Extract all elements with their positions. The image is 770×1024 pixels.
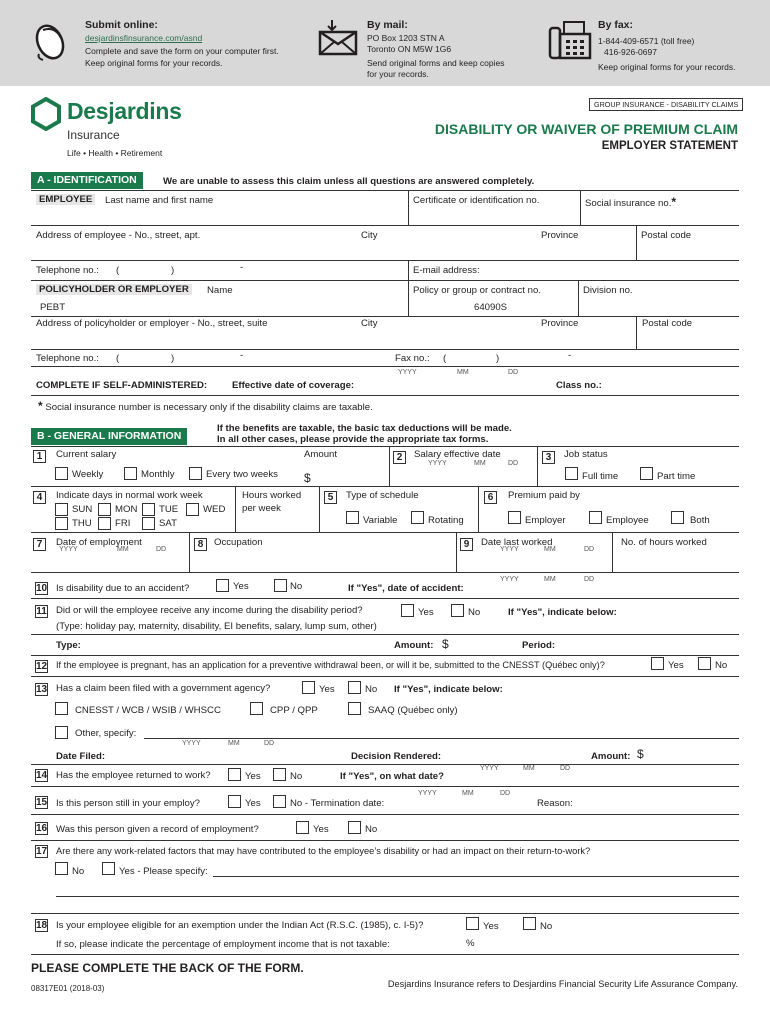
q16-no-label: No [365, 824, 378, 835]
q11-yes-checkbox[interactable] [401, 604, 414, 617]
q18-no-label: No [540, 921, 553, 932]
employer-paid-checkbox[interactable] [508, 511, 521, 524]
q12-label: If the employee is pregnant, has an application for a preventive withdrawal been, or will it be, submitted to the CNESST (Québec only)? [56, 660, 605, 670]
q15-yes-checkbox[interactable] [228, 795, 241, 808]
q9-yyyy: YYYY [500, 546, 519, 553]
q16-no-checkbox[interactable] [348, 821, 361, 834]
q2-yyyy: YYYY [428, 460, 447, 467]
mon-checkbox[interactable] [98, 503, 111, 516]
mail-line2: Toronto ON M5W 1G6 [367, 44, 452, 54]
both-paid-label: Both [690, 515, 710, 526]
amount-label: Amount [304, 449, 338, 460]
self-admin-label: COMPLETE IF SELF-ADMINISTERED: [36, 380, 208, 391]
tue-checkbox[interactable] [142, 503, 155, 516]
phone-dash: - [240, 262, 244, 273]
section-a-heading: A - IDENTIFICATION [31, 172, 143, 189]
section-b-heading: B - GENERAL INFORMATION [31, 428, 187, 445]
q12-yes-checkbox[interactable] [651, 657, 664, 670]
saaq-label: SAAQ (Québec only) [368, 705, 458, 716]
fax-line3: Keep original forms for your records. [598, 62, 736, 72]
full-time-label: Full time [582, 471, 619, 482]
ph-phone-dash: - [240, 350, 244, 361]
coverage-dd: DD [508, 369, 519, 376]
brand-sub: Insurance [67, 128, 120, 142]
sin-label: Social insurance no.* [585, 195, 677, 209]
fax-icon [548, 20, 592, 60]
q10-if-yes: If "Yes", date of accident: [348, 583, 464, 594]
q3-number: 3 [542, 451, 555, 464]
filed-dd: DD [264, 740, 275, 747]
q11-label: Did or will the employee receive any income during the disability period? [56, 605, 363, 616]
q1-number: 1 [33, 450, 46, 463]
variable-checkbox[interactable] [346, 511, 359, 524]
hours-no-label: No. of hours worked [621, 537, 707, 548]
section-a-warning: We are unable to assess this claim unless all questions are answered completely. [163, 176, 535, 187]
monthly-label: Monthly [141, 469, 175, 480]
sin-note: * Social insurance number is necessary only if the disability claims are taxable. [38, 399, 373, 413]
q16-yes-checkbox[interactable] [296, 821, 309, 834]
q9-mm: MM [544, 546, 556, 553]
mail-title: By mail: [367, 19, 408, 31]
rotating-label: Rotating [428, 515, 464, 526]
q2-label: Salary effective date [414, 449, 501, 460]
employee-phone-label: Telephone no.: [36, 265, 99, 276]
q8-label: Occupation [214, 537, 263, 548]
q11-number: 11 [36, 606, 47, 617]
q12-yes-label: Yes [668, 660, 684, 671]
fax-dash: - [568, 350, 572, 361]
q8-number: 8 [194, 538, 207, 551]
filed-yyyy: YYYY [182, 740, 201, 747]
monthly-checkbox[interactable] [124, 467, 137, 480]
q13-yes-label: Yes [319, 684, 335, 695]
q10-yes-checkbox[interactable] [216, 579, 229, 592]
q10-number: 10 [36, 583, 48, 594]
policyholder-address-label: Address of policyholder or employer - No., street, suite [36, 318, 268, 329]
income-amount-label: Amount: [394, 640, 434, 651]
q15-number: 15 [36, 797, 48, 808]
q14-number: 14 [36, 770, 48, 781]
q17-label: Are there any work-related factors that may have contributed to the employee’s disability or had an impact on their return-to-work? [56, 846, 591, 856]
wed-label: WED [203, 504, 226, 515]
full-time-checkbox[interactable] [565, 467, 578, 480]
fax-paren-close: ) [496, 353, 500, 364]
q15-no-label: No - Termination date: [290, 798, 385, 809]
fax-paren-open: ( [443, 353, 447, 364]
q16-number: 16 [36, 823, 48, 834]
q4-label: Indicate days in normal work week [56, 490, 203, 501]
cpp-checkbox[interactable] [250, 702, 263, 715]
mail-line1: PO Box 1203 STN A [367, 33, 445, 43]
contact-bar [0, 0, 770, 86]
q11-types: (Type: holiday pay, maternity, disability, EI benefits, salary, lump sum, other) [56, 621, 377, 632]
salary-dollar: $ [304, 471, 311, 485]
q13-no-label: No [365, 684, 378, 695]
q10-yes-label: Yes [233, 581, 249, 592]
class-no-label: Class no.: [556, 380, 602, 391]
part-time-checkbox[interactable] [640, 467, 653, 480]
employee-address-label: Address of employee - No., street, apt. [36, 230, 201, 241]
policyholder-name-value[interactable]: PEBT [40, 302, 66, 313]
q12-number: 12 [36, 661, 48, 672]
employee-city-label: City [361, 230, 378, 241]
q12-no-label: No [715, 660, 728, 671]
q7-yyyy: YYYY [59, 546, 78, 553]
q10-label: Is disability due to an accident? [56, 583, 190, 594]
q17-yes-label: Yes - Please specify: [119, 866, 208, 877]
tax-note-2: In all other cases, please provide the appropriate tax forms. [217, 434, 489, 445]
email-label: E-mail address: [413, 265, 480, 276]
employee-paid-checkbox[interactable] [589, 511, 602, 524]
back-of-form-note: PLEASE COMPLETE THE BACK OF THE FORM. [31, 961, 304, 975]
weekly-label: Weekly [72, 469, 104, 480]
q18-number: 18 [36, 920, 48, 931]
q14-yes-checkbox[interactable] [228, 768, 241, 781]
policyholder-postal-label: Postal code [642, 318, 693, 329]
sun-label: SUN [72, 504, 93, 515]
fri-label: FRI [115, 518, 131, 529]
certificate-label: Certificate or identification no. [413, 195, 540, 206]
mail-line3: Send original forms and keep copies [367, 58, 505, 68]
term-yyyy: YYYY [418, 790, 437, 797]
online-line1: Complete and save the form on your computer first. [85, 46, 279, 56]
q13-if-yes: If "Yes", indicate below: [394, 684, 503, 695]
decision-mm: MM [523, 765, 535, 772]
policyholder-name-label: Name [207, 285, 233, 296]
q9-number: 9 [460, 538, 473, 551]
weekly-checkbox[interactable] [55, 467, 68, 480]
form-subtitle: EMPLOYER STATEMENT [601, 140, 738, 152]
hours-worked-label: Hours worked [242, 490, 302, 501]
coverage-yyyy: YYYY [398, 369, 417, 376]
q11-no-label: No [468, 607, 481, 618]
q14-if-yes: If "Yes", on what date? [340, 771, 444, 782]
fax-number-label: Fax no.: [395, 353, 430, 364]
term-mm: MM [462, 790, 474, 797]
q11-if-yes: If "Yes", indicate below: [508, 607, 617, 618]
form-title: DISABILITY OR WAIVER OF PREMIUM CLAIM [434, 121, 738, 137]
q7-number: 7 [33, 538, 46, 551]
thu-checkbox[interactable] [55, 517, 68, 530]
q13-label: Has a claim been filed with a government agency? [56, 683, 271, 694]
q18-yes-label: Yes [483, 921, 499, 932]
policyholder-phone-label: Telephone no.: [36, 353, 99, 364]
fax-title: By fax: [598, 19, 634, 31]
q14-no-checkbox[interactable] [273, 768, 286, 781]
q2-dd: DD [508, 460, 519, 467]
sat-label: SAT [159, 518, 177, 529]
paren-open: ( [116, 265, 120, 276]
variable-label: Variable [363, 515, 398, 526]
policy-number-label: Policy or group or contract no. [413, 285, 541, 296]
q11-no-checkbox[interactable] [451, 604, 464, 617]
q10-no-label: No [290, 581, 303, 592]
q18-percent-sign: % [466, 938, 475, 949]
q10-no-checkbox[interactable] [274, 579, 287, 592]
ph-paren-open: ( [116, 353, 120, 364]
brand-tagline: Life • Health • Retirement [67, 148, 163, 158]
thu-label: THU [72, 518, 92, 529]
q6-number: 6 [484, 491, 497, 504]
q4-number: 4 [33, 491, 46, 504]
q1-label: Current salary [56, 449, 117, 460]
q2-number: 2 [393, 451, 406, 464]
term-dd: DD [500, 790, 511, 797]
form-tag: GROUP INSURANCE - DISABILITY CLAIMS [589, 98, 743, 111]
q11-yes-label: Yes [418, 607, 434, 618]
employee-postal-label: Postal code [641, 230, 692, 241]
other-checkbox[interactable] [55, 726, 68, 739]
division-label: Division no. [583, 285, 633, 296]
cnesst-label: CNESST / WCB / WSIB / WHSCC [75, 705, 221, 716]
other-label: Other, specify: [75, 728, 137, 739]
q15-yes-label: Yes [245, 798, 261, 809]
q17-number: 17 [36, 846, 48, 857]
policyholder-city-label: City [361, 318, 378, 329]
tax-note-1: If the benefits are taxable, the basic tax deductions will be made. [217, 423, 512, 434]
q7-label: Date of employment [56, 537, 142, 548]
cpp-label: CPP / QPP [270, 705, 318, 716]
employee-province-label: Province [541, 230, 579, 241]
q3-label: Job status [564, 449, 608, 460]
online-title: Submit online: [85, 19, 158, 31]
effective-date-label: Effective date of coverage: [232, 380, 355, 391]
decision-yyyy: YYYY [480, 765, 499, 772]
q10-yyyy: YYYY [500, 576, 519, 583]
brand-name: Desjardins [67, 98, 182, 124]
decision-label: Decision Rendered: [351, 751, 442, 762]
q18-no-checkbox[interactable] [523, 917, 536, 930]
income-dollar: $ [442, 637, 449, 651]
mail-line4: for your records. [367, 69, 429, 79]
filed-mm: MM [228, 740, 240, 747]
company-note: Desjardins Insurance refers to Desjardins Financial Security Life Assurance Company. [387, 979, 738, 989]
q15-label: Is this person still in your employ? [56, 798, 200, 809]
q17-yes-checkbox[interactable] [102, 862, 115, 875]
reason-label: Reason: [537, 798, 573, 809]
saaq-checkbox[interactable] [348, 702, 361, 715]
mail-icon [318, 18, 358, 56]
q5-label: Type of schedule [346, 490, 419, 501]
employer-paid-label: Employer [525, 515, 566, 526]
q13-number: 13 [36, 684, 48, 695]
q14-no-label: No [290, 771, 303, 782]
fri-checkbox[interactable] [98, 517, 111, 530]
q15-no-checkbox[interactable] [273, 795, 286, 808]
income-period-label: Period: [522, 640, 556, 651]
online-link[interactable]: desjardinsfinsurance.com/asnd [85, 33, 203, 43]
q16-label: Was this person given a record of employment? [56, 824, 259, 835]
desjardins-logo-icon [31, 97, 61, 131]
q14-yes-label: Yes [245, 771, 261, 782]
sat-checkbox[interactable] [142, 517, 155, 530]
cnesst-checkbox[interactable] [55, 702, 68, 715]
policy-number-value[interactable]: 64090S [474, 302, 508, 313]
date-filed-label: Date Filed: [56, 751, 106, 762]
fax-line1: 1-844-409-6571 (toll free) [598, 36, 695, 46]
income-type-label: Type: [56, 640, 81, 651]
q7-mm: MM [117, 546, 129, 553]
every-two-weeks-label: Every two weeks [206, 469, 278, 480]
policyholder-province-label: Province [541, 318, 579, 329]
q17-no-checkbox[interactable] [55, 862, 68, 875]
q17-no-label: No [72, 866, 85, 877]
hours-per-week-label: per week [242, 503, 281, 514]
decision-dd: DD [560, 765, 571, 772]
rotating-checkbox[interactable] [411, 511, 424, 524]
employee-name-label: Last name and first name [105, 195, 214, 206]
form-code: 08317E01 (2018-03) [31, 984, 105, 993]
q16-yes-label: Yes [313, 824, 329, 835]
q14-label: Has the employee returned to work? [56, 770, 211, 781]
every-two-weeks-checkbox[interactable] [189, 467, 202, 480]
computer-mouse-icon [33, 18, 73, 62]
tue-label: TUE [159, 504, 179, 515]
q7-dd: DD [156, 546, 167, 553]
employee-tag: EMPLOYEE [36, 194, 95, 205]
q6-label: Premium paid by [508, 490, 580, 501]
online-line2: Keep original forms for your records. [85, 58, 223, 68]
fax-line2: 416-926-0697 [604, 47, 657, 57]
q18-label: Is your employee eligible for an exemption under the Indian Act (R.S.C. (1985), c. I-5)? [56, 920, 424, 931]
q13-no-checkbox[interactable] [348, 681, 361, 694]
mon-label: MON [115, 504, 138, 515]
decision-dollar: $ [637, 747, 644, 761]
q9-label: Date last worked [481, 537, 553, 548]
q2-mm: MM [474, 460, 486, 467]
q10-mm: MM [544, 576, 556, 583]
ph-paren-close: ) [171, 353, 175, 364]
both-paid-checkbox[interactable] [671, 511, 684, 524]
q18-percentage-label: If so, please indicate the percentage of employment income that is not taxable: [56, 939, 390, 950]
q12-no-checkbox[interactable] [698, 657, 711, 670]
q10-dd: DD [584, 576, 595, 583]
paren-close: ) [171, 265, 175, 276]
employee-paid-label: Employee [606, 515, 649, 526]
policyholder-tag: POLICYHOLDER OR EMPLOYER [36, 284, 192, 295]
wed-checkbox[interactable] [186, 503, 199, 516]
q13-yes-checkbox[interactable] [302, 681, 315, 694]
coverage-mm: MM [457, 369, 469, 376]
decision-amount-label: Amount: [591, 751, 631, 762]
q18-yes-checkbox[interactable] [466, 917, 479, 930]
q5-number: 5 [324, 491, 337, 504]
part-time-label: Part time [657, 471, 696, 482]
q9-dd: DD [584, 546, 595, 553]
sun-checkbox[interactable] [55, 503, 68, 516]
